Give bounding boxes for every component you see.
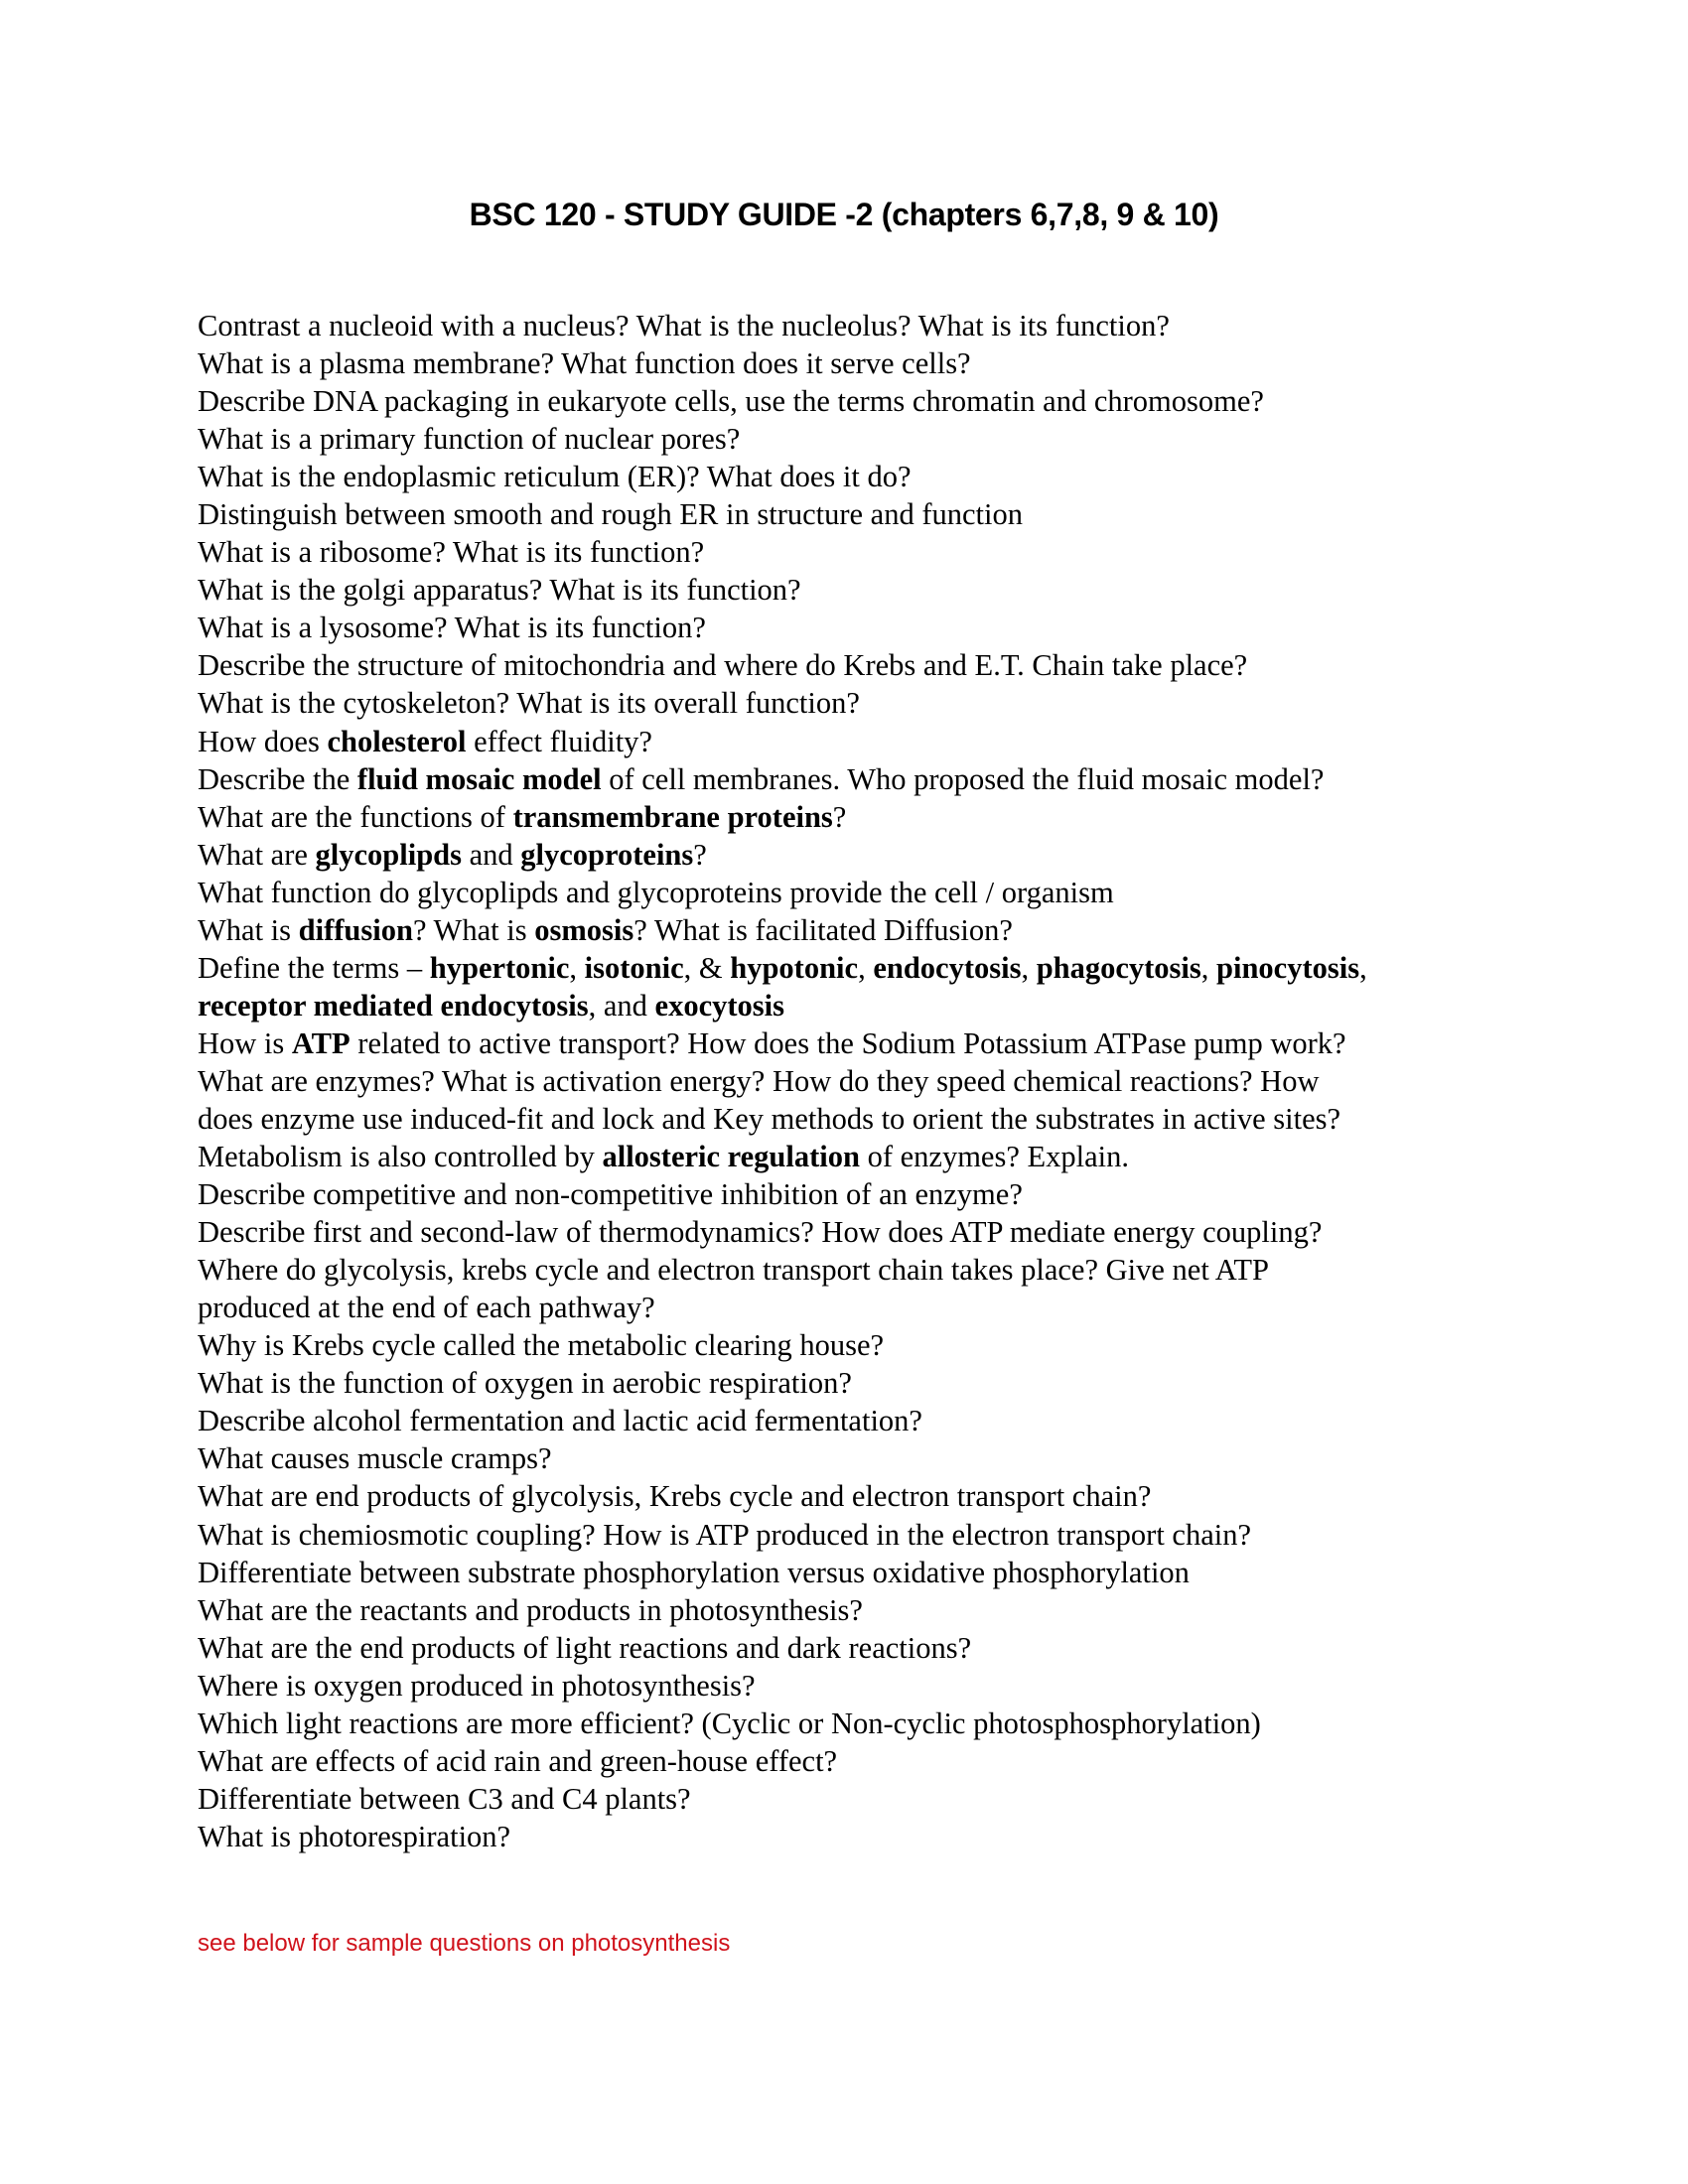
line-text: What are [198,837,316,872]
question-line [198,609,1528,646]
line-text: What is the endoplasmic reticulum (ER)? What does it do? [198,460,912,494]
question-line [198,1251,1528,1289]
bold-term: pinocytosis [1216,950,1360,985]
bold-term: glycoplipds [315,837,462,872]
question-line [198,1402,1528,1439]
bold-term: fluid mosaic model [356,761,602,796]
line-text: How is [198,1025,292,1060]
question-line [198,495,1528,533]
question-line [198,1326,1528,1364]
bold-term: osmosis [534,912,634,947]
question-line [198,1705,1528,1742]
line-text: What are the functions of [198,799,513,834]
bold-term: hypertonic [429,950,570,985]
line-text: of cell membranes. Who proposed the fluid mosaic model? [601,761,1325,796]
question-line [198,1742,1528,1780]
line-text: , [1359,950,1367,985]
question-line [198,874,1528,911]
line-text: Differentiate between C3 and C4 plants? [198,1781,691,1816]
line-text: Describe alcohol fermentation and lactic acid fermentation? [198,1404,922,1438]
line-text: What are enzymes? What is activation energy? How do they speed chemical reactions? How [198,1063,1320,1098]
question-line [198,1138,1528,1175]
question-line [198,1667,1528,1705]
question-line [198,571,1528,609]
question-line [198,1780,1528,1818]
line-text: Describe first and second-law of thermodynamics? How does ATP mediate energy coupling? [198,1215,1323,1250]
line-text: of enzymes? Explain. [859,1140,1129,1174]
line-text: What is a lysosome? What is its function? [198,611,706,645]
line-text: Distinguish between smooth and rough ER in structure and function [198,497,1023,532]
line-text: , [1021,950,1037,985]
line-text: , and [588,988,655,1023]
question-line [198,723,1528,760]
question-line [198,1591,1528,1629]
question-list [198,307,1528,1855]
line-text: Why is Krebs cycle called the metabolic clearing house? [198,1328,885,1363]
question-line [198,533,1528,571]
line-text: effect fluidity? [466,724,652,758]
line-text: does enzyme use induced-fit and lock and Key methods to orient the substrates in active sites? [198,1101,1341,1136]
line-text: Contrast a nucleoid with a nucleus? What is the nucleolus? What is its function? [198,309,1170,342]
line-text: ? [832,799,847,834]
line-text: , [1200,950,1217,985]
bold-term: phagocytosis [1036,950,1201,985]
question-line [198,646,1528,684]
bold-term: diffusion [298,912,413,947]
line-text: Describe the [198,761,357,796]
question-line [198,836,1528,874]
bold-term: glycoproteins [520,837,694,872]
line-text: Describe DNA packaging in eukaryote cells, use the terms chromatin and chromosome? [198,384,1264,419]
line-text: Describe the structure of mitochondria and where do Krebs and E.T. Chain take place? [198,648,1248,683]
line-text: Metabolism is also controlled by [198,1140,603,1174]
line-text: ? What is facilitated Diffusion? [633,912,1013,947]
question-line [198,1364,1528,1402]
line-text: , [858,950,874,985]
line-text: What is the golgi apparatus? What is its function? [198,573,801,608]
line-text: What is photorespiration? [198,1819,511,1853]
line-text: How does [198,724,328,758]
question-line [198,1629,1528,1667]
line-text: Where is oxygen produced in photosynthesis? [198,1668,756,1703]
line-text: What are end products of glycolysis, Krebs cycle and electron transport chain? [198,1479,1152,1514]
line-text: What is a ribosome? What is its function? [198,535,705,570]
line-text: Which light reactions are more efficient? (Cyclic or Non-cyclic photosphosphorylation) [198,1706,1261,1740]
line-text: related to active transport? How does the Sodium Potassium ATPase pump work? [350,1025,1346,1060]
line-text: What is a plasma membrane? What function does it serve cells? [198,346,971,381]
page-title: BSC 120 - STUDY GUIDE -2 (chapters 6,7,8, 9 & 10) [469,197,1219,232]
line-text: What are effects of acid rain and green-house effect? [198,1743,838,1778]
question-line [198,1439,1528,1477]
line-text: What are the end products of light reactions and dark reactions? [198,1630,972,1665]
question-line [198,911,1528,949]
line-text: What is the cytoskeleton? What is its overall function? [198,686,860,721]
line-text: What is the function of oxygen in aerobic respiration? [198,1366,852,1401]
line-text: What is a primary function of nuclear pores? [198,422,741,457]
bold-term: allosteric regulation [602,1140,860,1174]
question-line [198,382,1528,420]
line-text: Define the terms – [198,950,430,985]
question-line [198,307,1528,344]
question-line [198,798,1528,836]
line-text: produced at the end of each pathway? [198,1291,655,1325]
question-line [198,1818,1528,1855]
bold-term: isotonic [584,950,684,985]
bold-term: cholesterol [327,724,467,758]
bold-term: endocytosis [873,950,1022,985]
line-text: and [462,837,521,872]
question-line [198,420,1528,458]
question-line [198,1024,1528,1062]
bold-term: receptor mediated endocytosis [198,988,589,1023]
line-text: Where do glycolysis, krebs cycle and electron transport chain takes place? Give net ATP [198,1253,1269,1288]
question-line [198,1175,1528,1213]
question-line [198,1477,1528,1515]
question-line [198,1213,1528,1251]
line-text: What function do glycoplipds and glycoproteins provide the cell / organism [198,875,1114,909]
question-line [198,760,1528,798]
bold-term: hypotonic [730,950,859,985]
bold-term: transmembrane proteins [512,799,833,834]
line-text: What is [198,912,299,947]
question-line [198,1289,1528,1326]
line-text: What are the reactants and products in photosynthesis? [198,1592,863,1627]
line-text: , & [683,950,731,985]
question-line [198,1100,1528,1138]
line-text: ? [693,837,707,872]
question-line [198,684,1528,722]
line-text: Differentiate between substrate phosphorylation versus oxidative phosphorylation [198,1555,1190,1589]
line-text: What is chemiosmotic coupling? How is ATP produced in the electron transport chain? [198,1517,1252,1552]
question-line [198,1516,1528,1554]
question-line [198,987,1528,1024]
line-text: What causes muscle cramps? [198,1441,552,1476]
line-text: ? What is [412,912,535,947]
question-line [198,949,1528,987]
bold-term: ATP [291,1025,351,1060]
line-text: , [569,950,585,985]
bold-term: exocytosis [654,988,784,1023]
question-line [198,1554,1528,1591]
question-line [198,344,1528,382]
line-text: Describe competitive and non-competitive inhibition of an enzyme? [198,1177,1023,1212]
question-line [198,458,1528,495]
photosynthesis-note: see below for sample questions on photosynthesis [198,1930,731,1957]
question-line [198,1062,1528,1100]
